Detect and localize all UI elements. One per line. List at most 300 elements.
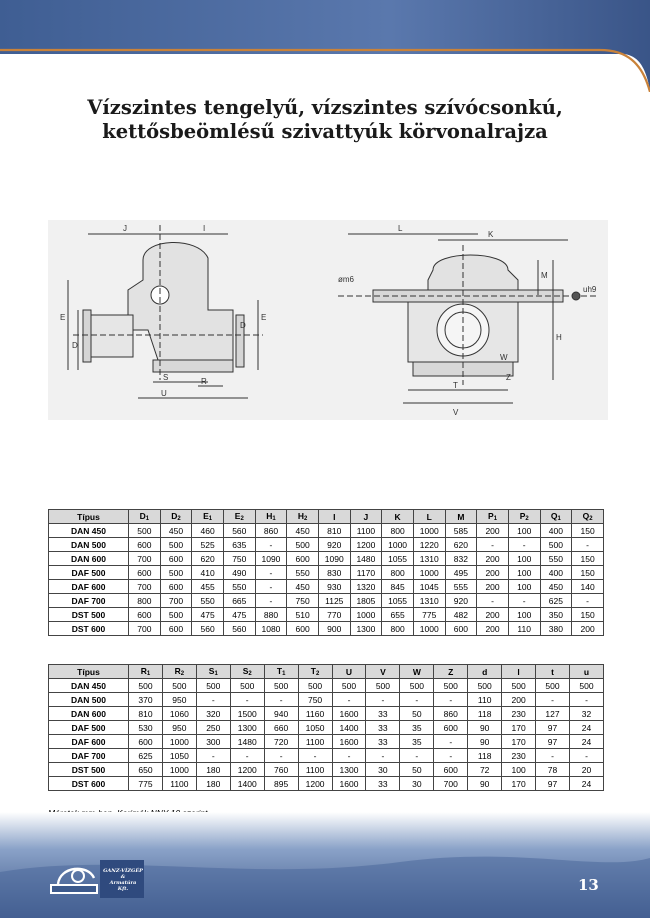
column-header: $E_2$: [223, 510, 255, 524]
title-line-1: Vízszintes tengelyű, vízszintes szívócsonkú,: [87, 96, 563, 119]
table-cell: 450: [287, 580, 319, 594]
table-row: [49, 749, 604, 763]
column-header: $T_2$: [298, 665, 332, 679]
table-cell: 930: [318, 580, 350, 594]
table-cell: 100: [508, 552, 540, 566]
table-cell: 150: [572, 552, 604, 566]
table-cell: -: [255, 580, 287, 594]
table-cell: 1050: [298, 721, 332, 735]
table-cell: 800: [382, 566, 414, 580]
table-cell: 1480: [350, 552, 382, 566]
table-cell: 920: [318, 538, 350, 552]
table-cell: 200: [477, 608, 509, 622]
table-cell: 35: [400, 721, 434, 735]
column-header: L: [413, 510, 445, 524]
column-header: $S_1$: [196, 665, 230, 679]
table-cell: 450: [540, 580, 572, 594]
table-cell: 150: [572, 524, 604, 538]
table-cell: 150: [572, 608, 604, 622]
table-cell: 200: [477, 552, 509, 566]
table-cell: 500: [196, 679, 230, 693]
column-header: $Q_1$: [540, 510, 572, 524]
table-cell: 600: [287, 622, 319, 636]
table-cell: 800: [382, 524, 414, 538]
table-cell: 500: [332, 679, 366, 693]
table-cell: 500: [298, 679, 332, 693]
column-header: $R_2$: [162, 665, 196, 679]
row-type-cell: DAN 500: [49, 693, 129, 707]
table-cell: 1805: [350, 594, 382, 608]
column-header: $E_1$: [192, 510, 224, 524]
table-row: [49, 538, 604, 552]
table-cell: 625: [129, 749, 163, 763]
table-cell: 1600: [332, 707, 366, 721]
table-row: [49, 552, 604, 566]
table-cell: -: [255, 566, 287, 580]
table-cell: 1080: [255, 622, 287, 636]
table-cell: 350: [540, 608, 572, 622]
dim-T: T: [453, 381, 458, 390]
table-cell: 700: [129, 552, 161, 566]
dim-R: R: [201, 377, 207, 386]
table-cell: 33: [366, 735, 400, 749]
table-cell: 500: [536, 679, 570, 693]
table-cell: 200: [477, 524, 509, 538]
table-cell: 24: [569, 777, 603, 791]
table-cell: 585: [445, 524, 477, 538]
table-cell: 810: [129, 707, 163, 721]
table-cell: 1320: [350, 580, 382, 594]
column-header: W: [400, 665, 434, 679]
table-cell: 97: [536, 721, 570, 735]
table-cell: 560: [223, 622, 255, 636]
table-cell: 1100: [298, 763, 332, 777]
dim-Z: Z: [506, 373, 511, 382]
table-cell: 1310: [413, 594, 445, 608]
table-row: [49, 566, 604, 580]
table-cell: 110: [468, 693, 502, 707]
table-cell: 380: [540, 622, 572, 636]
column-header: M: [445, 510, 477, 524]
table-cell: 900: [318, 622, 350, 636]
table-cell: 482: [445, 608, 477, 622]
dim-E2: E: [60, 313, 66, 322]
table-cell: 500: [287, 538, 319, 552]
table-cell: 950: [162, 721, 196, 735]
table-cell: -: [264, 749, 298, 763]
column-header: Z: [434, 665, 468, 679]
pump-outline-drawing: [48, 220, 608, 420]
table-cell: 895: [264, 777, 298, 791]
table-cell: 1170: [350, 566, 382, 580]
dim-J: J: [123, 224, 127, 233]
table-cell: 500: [129, 679, 163, 693]
table-cell: 100: [508, 566, 540, 580]
table-cell: 200: [477, 622, 509, 636]
table-cell: 250: [196, 721, 230, 735]
table-cell: 560: [223, 524, 255, 538]
table-cell: 72: [468, 763, 502, 777]
column-header: $T_1$: [264, 665, 298, 679]
table-cell: 620: [445, 538, 477, 552]
table-cell: 500: [160, 566, 192, 580]
table-cell: 30: [400, 777, 434, 791]
table-cell: 475: [192, 608, 224, 622]
row-type-cell: DAN 500: [49, 538, 129, 552]
table-cell: -: [196, 749, 230, 763]
row-type-cell: DAF 700: [49, 749, 129, 763]
table-cell: 940: [264, 707, 298, 721]
table-cell: 500: [264, 679, 298, 693]
column-header: J: [350, 510, 382, 524]
row-type-cell: DAF 500: [49, 566, 129, 580]
table-cell: 1000: [413, 524, 445, 538]
table-cell: 600: [434, 721, 468, 735]
table-cell: 410: [192, 566, 224, 580]
table-cell: -: [332, 693, 366, 707]
table-cell: 1480: [230, 735, 264, 749]
table-cell: 118: [468, 707, 502, 721]
table-cell: 500: [434, 679, 468, 693]
table-cell: -: [366, 693, 400, 707]
table-cell: 500: [400, 679, 434, 693]
table-cell: 760: [264, 763, 298, 777]
dim-E1: E: [261, 313, 267, 322]
company-logo-text: GANZ-VÍZGÉP & Armatúra Kft.: [103, 868, 143, 892]
table-cell: 1160: [298, 707, 332, 721]
table-cell: 400: [540, 524, 572, 538]
table-cell: -: [536, 749, 570, 763]
table-cell: 500: [162, 679, 196, 693]
dimensions-table-2: [48, 664, 604, 791]
row-type-cell: DST 600: [49, 777, 129, 791]
table-cell: 1000: [350, 608, 382, 622]
table-cell: 127: [536, 707, 570, 721]
title-line-2: kettősbeömlésű szivattyúk körvonalrajza: [102, 120, 548, 143]
column-header: $R_1$: [129, 665, 163, 679]
dim-shaft-u: uh9: [583, 285, 597, 294]
table-cell: -: [434, 749, 468, 763]
table-cell: 33: [366, 707, 400, 721]
dim-V: V: [453, 408, 459, 417]
table-cell: 560: [192, 622, 224, 636]
row-type-cell: DAN 450: [49, 524, 129, 538]
table-cell: 510: [287, 608, 319, 622]
row-type-cell: DAN 600: [49, 707, 129, 721]
column-header: I: [318, 510, 350, 524]
table-cell: 625: [540, 594, 572, 608]
table-cell: 24: [569, 721, 603, 735]
table-cell: -: [569, 749, 603, 763]
table-cell: 1000: [382, 538, 414, 552]
table-cell: 475: [223, 608, 255, 622]
table-cell: -: [536, 693, 570, 707]
table-cell: 455: [192, 580, 224, 594]
table-cell: 1055: [382, 552, 414, 566]
column-header: d: [468, 665, 502, 679]
dim-D1: D: [240, 321, 246, 330]
column-header: Típus: [49, 665, 129, 679]
table-cell: 50: [400, 763, 434, 777]
table-cell: 400: [540, 566, 572, 580]
table-cell: -: [366, 749, 400, 763]
table-cell: 100: [508, 608, 540, 622]
table-cell: 1200: [298, 777, 332, 791]
page-number: 13: [578, 876, 599, 894]
table-cell: 300: [196, 735, 230, 749]
table-cell: 1400: [230, 777, 264, 791]
table-cell: 200: [477, 566, 509, 580]
table-cell: 665: [223, 594, 255, 608]
column-header: $P_1$: [477, 510, 509, 524]
table-row: [49, 608, 604, 622]
column-header: U: [332, 665, 366, 679]
table-cell: 320: [196, 707, 230, 721]
column-header: $D_2$: [160, 510, 192, 524]
table-cell: 170: [502, 735, 536, 749]
table-cell: 1300: [332, 763, 366, 777]
table-cell: 90: [468, 735, 502, 749]
table-cell: 495: [445, 566, 477, 580]
header-band: [0, 0, 650, 92]
row-type-cell: DAN 600: [49, 552, 129, 566]
table-cell: 500: [366, 679, 400, 693]
table-cell: 700: [434, 777, 468, 791]
table-cell: 230: [502, 749, 536, 763]
table-cell: 100: [502, 763, 536, 777]
table-cell: 775: [413, 608, 445, 622]
table-cell: 170: [502, 721, 536, 735]
table-row: [49, 693, 604, 707]
table-cell: 150: [572, 566, 604, 580]
table-cell: 1060: [162, 707, 196, 721]
table-cell: 775: [129, 777, 163, 791]
table-cell: 600: [287, 552, 319, 566]
table-cell: -: [434, 693, 468, 707]
table-cell: -: [434, 735, 468, 749]
table-cell: 500: [230, 679, 264, 693]
dim-K: K: [488, 230, 494, 239]
table-cell: 860: [255, 524, 287, 538]
table-cell: -: [298, 749, 332, 763]
table-cell: 1000: [162, 735, 196, 749]
table-cell: 550: [223, 580, 255, 594]
table-cell: 1090: [255, 552, 287, 566]
table-cell: 500: [540, 538, 572, 552]
table-cell: 1300: [230, 721, 264, 735]
dim-W: W: [500, 353, 508, 362]
table-cell: 800: [382, 622, 414, 636]
table-cell: 700: [129, 580, 161, 594]
table-cell: 635: [223, 538, 255, 552]
column-header: $H_1$: [255, 510, 287, 524]
table-cell: 490: [223, 566, 255, 580]
table-cell: 97: [536, 777, 570, 791]
table-cell: 550: [540, 552, 572, 566]
table-cell: 1050: [162, 749, 196, 763]
table-cell: 810: [318, 524, 350, 538]
table-header-row: [49, 510, 604, 524]
table-cell: 600: [160, 580, 192, 594]
dim-shaft: øm6: [338, 275, 354, 284]
table-cell: 800: [129, 594, 161, 608]
table-cell: 500: [160, 538, 192, 552]
table-cell: 1000: [413, 566, 445, 580]
table-row: [49, 679, 604, 693]
table-cell: -: [255, 594, 287, 608]
table-cell: 170: [502, 777, 536, 791]
table-cell: 110: [508, 622, 540, 636]
table-cell: 700: [160, 594, 192, 608]
table-cell: 555: [445, 580, 477, 594]
table-cell: 600: [129, 566, 161, 580]
table-cell: -: [264, 693, 298, 707]
table-cell: 550: [287, 566, 319, 580]
table-cell: -: [477, 594, 509, 608]
page-title: [0, 96, 650, 144]
table-cell: 1000: [413, 622, 445, 636]
table-cell: 118: [468, 749, 502, 763]
table-cell: -: [569, 693, 603, 707]
table-cell: 90: [468, 777, 502, 791]
table-cell: 1310: [413, 552, 445, 566]
table-cell: 100: [508, 580, 540, 594]
table-cell: 500: [569, 679, 603, 693]
table-cell: 1300: [350, 622, 382, 636]
dim-D2: D: [72, 341, 78, 350]
table-cell: 920: [445, 594, 477, 608]
table-header-row: [49, 665, 604, 679]
column-header: t: [536, 665, 570, 679]
table-row: [49, 524, 604, 538]
row-type-cell: DST 500: [49, 608, 129, 622]
table-cell: 830: [318, 566, 350, 580]
table-cell: 450: [160, 524, 192, 538]
table-cell: 720: [264, 735, 298, 749]
table-cell: 950: [162, 693, 196, 707]
table-row: [49, 594, 604, 608]
column-header: $H_2$: [287, 510, 319, 524]
table-cell: 500: [468, 679, 502, 693]
table-row: [49, 721, 604, 735]
column-header: $P_2$: [508, 510, 540, 524]
table-cell: 230: [502, 707, 536, 721]
table-cell: 35: [400, 735, 434, 749]
table-cell: 600: [434, 763, 468, 777]
table-cell: 1000: [162, 763, 196, 777]
table-cell: 530: [129, 721, 163, 735]
dim-U: U: [161, 389, 167, 398]
column-header: l: [502, 665, 536, 679]
column-header: K: [382, 510, 414, 524]
table-cell: -: [230, 749, 264, 763]
table-cell: 33: [366, 721, 400, 735]
table-row: [49, 707, 604, 721]
table-cell: 550: [192, 594, 224, 608]
table-cell: 32: [569, 707, 603, 721]
table-cell: -: [477, 538, 509, 552]
column-header: $S_2$: [230, 665, 264, 679]
table-cell: 860: [434, 707, 468, 721]
table-cell: 500: [502, 679, 536, 693]
row-type-cell: DAN 450: [49, 679, 129, 693]
table-cell: 525: [192, 538, 224, 552]
table-row: [49, 777, 604, 791]
table-cell: 750: [287, 594, 319, 608]
table-cell: 770: [318, 608, 350, 622]
table-cell: 1600: [332, 777, 366, 791]
table-cell: 500: [129, 524, 161, 538]
dim-S: S: [163, 373, 169, 382]
table-cell: 660: [264, 721, 298, 735]
table-cell: -: [196, 693, 230, 707]
table-cell: 78: [536, 763, 570, 777]
table-cell: 500: [160, 608, 192, 622]
table-cell: 700: [129, 622, 161, 636]
dim-L: L: [398, 224, 403, 233]
table-cell: 750: [298, 693, 332, 707]
table-cell: 600: [129, 608, 161, 622]
table-cell: 832: [445, 552, 477, 566]
table-cell: 1090: [318, 552, 350, 566]
table-cell: 655: [382, 608, 414, 622]
table-cell: 600: [445, 622, 477, 636]
row-type-cell: DAF 600: [49, 580, 129, 594]
column-header: Típus: [49, 510, 129, 524]
row-type-cell: DAF 700: [49, 594, 129, 608]
row-type-cell: DAF 500: [49, 721, 129, 735]
table-cell: 140: [572, 580, 604, 594]
table-cell: 180: [196, 763, 230, 777]
table-cell: 600: [160, 622, 192, 636]
table-cell: 620: [192, 552, 224, 566]
table-cell: 1600: [332, 735, 366, 749]
table-cell: 180: [196, 777, 230, 791]
table-row: [49, 580, 604, 594]
table-cell: 370: [129, 693, 163, 707]
column-header: u: [569, 665, 603, 679]
table-cell: 600: [160, 552, 192, 566]
table-cell: 1100: [298, 735, 332, 749]
table-cell: 1045: [413, 580, 445, 594]
table-cell: 1100: [350, 524, 382, 538]
table-cell: 90: [468, 721, 502, 735]
column-header: $D_1$: [129, 510, 161, 524]
table-cell: 33: [366, 777, 400, 791]
column-header: $Q_2$: [572, 510, 604, 524]
table-cell: 1200: [350, 538, 382, 552]
table-cell: 460: [192, 524, 224, 538]
table-cell: 97: [536, 735, 570, 749]
table-cell: 1200: [230, 763, 264, 777]
table-row: [49, 763, 604, 777]
table-cell: -: [572, 538, 604, 552]
table-cell: 1100: [162, 777, 196, 791]
dim-M: M: [541, 271, 548, 280]
table-cell: 30: [366, 763, 400, 777]
table-row: [49, 735, 604, 749]
table-cell: 600: [129, 735, 163, 749]
table-row: [49, 622, 604, 636]
table-cell: -: [230, 693, 264, 707]
dim-H: H: [556, 333, 562, 342]
dimensions-table-1: [48, 509, 604, 636]
table-cell: -: [255, 538, 287, 552]
table-cell: 200: [502, 693, 536, 707]
table-cell: -: [572, 594, 604, 608]
dim-I: I: [203, 224, 206, 233]
table-cell: 1400: [332, 721, 366, 735]
